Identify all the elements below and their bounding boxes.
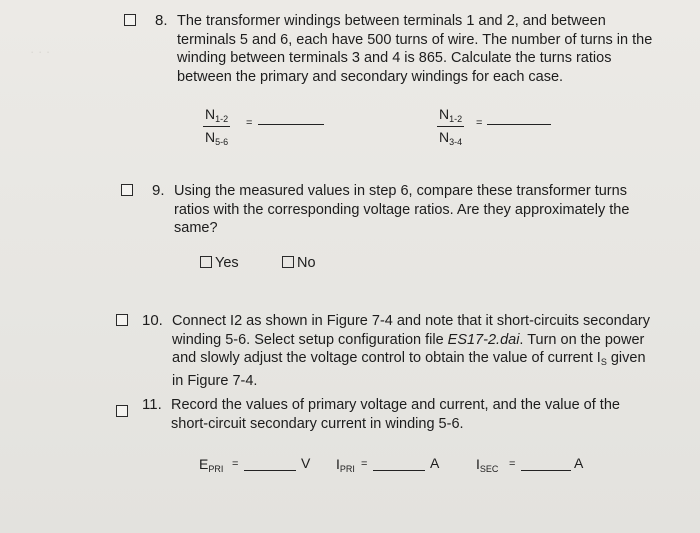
label-subscript: SEC [479, 464, 499, 474]
q8-text [177, 12, 677, 86]
q8-checkbox[interactable] [124, 14, 136, 26]
yes-option[interactable] [200, 255, 239, 271]
q10-text-run: given [606, 350, 646, 366]
q10-line [172, 349, 682, 372]
no-checkbox[interactable] [282, 256, 294, 268]
q10-text-run: and slowly adjust the voltage control to obtain the value of current I [172, 350, 601, 366]
answer-blank-ratio-1[interactable] [258, 124, 324, 125]
q11-number: 11. [142, 396, 162, 413]
primary-voltage-label [199, 456, 223, 474]
answer-blank-ratio-2[interactable] [487, 124, 551, 125]
q8-line: between the primary and secondary windings for each case. [177, 68, 564, 85]
no-option[interactable] [282, 255, 316, 271]
yes-label: Yes [215, 255, 239, 271]
q10-checkbox[interactable] [116, 314, 128, 326]
q10-number: 10. [142, 312, 163, 329]
q9-text [174, 182, 674, 238]
q8-number: 8. [155, 12, 168, 29]
equals-sign: = [232, 458, 239, 470]
q11-line: Record the values of primary voltage and current, and the value of the [171, 397, 620, 413]
turns-ratio-1-2-over-5-6 [203, 106, 230, 147]
secondary-current-label [476, 456, 498, 474]
q9-number: 9. [152, 182, 165, 199]
equals-sign: = [246, 117, 253, 129]
label-letter: I [336, 456, 340, 472]
secondary-current-blank[interactable] [521, 470, 571, 471]
label-letter: I [476, 456, 480, 472]
q10-text-run: winding 5-6. Select setup configuration file [172, 331, 448, 348]
denominator-subscript: 3-4 [449, 137, 463, 147]
equals-sign: = [361, 458, 368, 470]
q8-line: The transformer windings between terminals 1 and 2, and between [177, 13, 606, 29]
config-filename: ES17-2.dai [447, 331, 520, 348]
q11-text [171, 396, 681, 433]
denominator: N [205, 129, 216, 145]
q10-line: in Figure 7-4. [172, 372, 258, 389]
numerator: N [205, 106, 216, 122]
q9-line: same? [174, 220, 218, 236]
q10-line [172, 331, 682, 350]
q11-line: short-circuit secondary current in winding 5-6. [171, 415, 464, 432]
primary-current-label [336, 456, 355, 474]
label-subscript: PRI [339, 464, 355, 474]
label-subscript: PRI [208, 464, 224, 474]
turns-ratio-1-2-over-3-4 [437, 106, 464, 147]
voltage-unit: V [301, 455, 311, 471]
no-label: No [297, 255, 316, 271]
current-unit: A [430, 455, 440, 471]
q10-line: Connect I2 as shown in Figure 7-4 and note that it short-circuits secondary [172, 313, 650, 329]
q11-checkbox[interactable] [116, 405, 128, 417]
primary-voltage-blank[interactable] [244, 470, 296, 471]
q9-line: ratios with the corresponding voltage ratios. Are they approximately the [174, 201, 630, 218]
primary-current-blank[interactable] [373, 470, 425, 471]
numerator-subscript: 1-2 [449, 114, 463, 124]
denominator: N [439, 129, 450, 145]
current-unit: A [574, 455, 584, 471]
bleed-through-text: · · · [30, 44, 51, 59]
current-subscript: S [600, 357, 607, 367]
q10-text [172, 312, 682, 390]
q8-line: winding between terminals 3 and 4 is 865. Calculate the turns ratios [177, 50, 612, 66]
equals-sign: = [509, 458, 516, 470]
equals-sign: = [476, 117, 483, 129]
q10-text-run: . Turn on the power [519, 331, 645, 348]
q8-line: terminals 5 and 6, each have 500 turns of wire. The number of turns in the [177, 31, 653, 48]
numerator: N [439, 106, 450, 122]
denominator-subscript: 5-6 [215, 137, 229, 147]
q9-checkbox[interactable] [121, 184, 133, 196]
numerator-subscript: 1-2 [215, 114, 229, 124]
q9-line: Using the measured values in step 6, compare these transformer turns [174, 183, 627, 199]
yes-checkbox[interactable] [200, 256, 212, 268]
label-letter: E [199, 456, 209, 472]
